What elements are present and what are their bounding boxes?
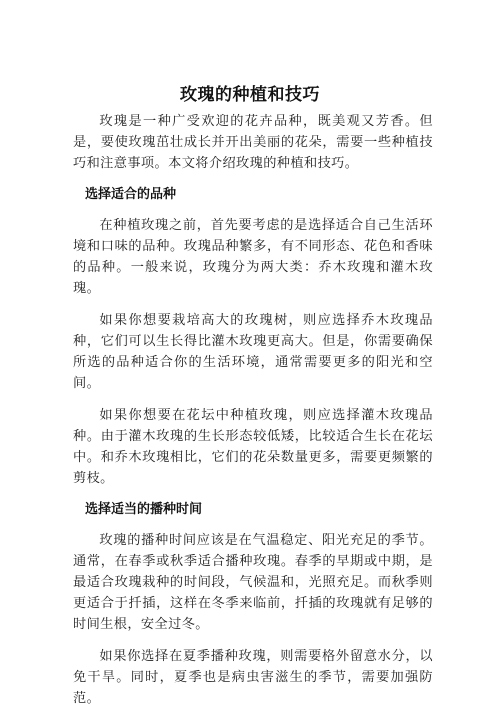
sowing-paragraph-1: 玫瑰的播种时间应该是在气温稳定、阳光充足的季节。通常，在春季或秋季适合播种玫瑰。春季的早期或中期，是最适合玫瑰栽种的时间段，气候温和，光照充足。而秋季则更适合于扦插，这样在冬季来临前，扦插的玫瑰就有足够的时间生根，安全过冬。 <box>73 533 433 632</box>
article-body <box>73 111 433 720</box>
intro-paragraph: 玫瑰是一种广受欢迎的花卉品种，既美观又芳香。但是，要使玫瑰茁壮成长并开出美丽的花朵，需要一些种植技巧和注意事项。本文将介绍玫瑰的种植和技巧。 <box>73 114 433 171</box>
variety-paragraph-3: 如果你想要在花坛中种植玫瑰，则应选择灌木玫瑰品种。由于灌木玫瑰的生长形态较低矮，比较适合生长在花坛中。和乔木玫瑰相比，它们的花朵数量更多，需要更频繁的剪枝。 <box>73 408 433 486</box>
variety-paragraph-1: 在种植玫瑰之前，首先要考虑的是选择适合自己生活环境和口味的品种。玫瑰品种繁多，有不同形态、花色和香味的品种。一般来说，玫瑰分为两大类：乔木玫瑰和灌木玫瑰。 <box>73 218 433 296</box>
variety-paragraph-2: 如果你想要栽培高大的玫瑰树，则应选择乔木玫瑰品种，它们可以生长得比灌木玫瑰更高大。但是，你需要确保所选的品种适合你的生活环境，通常需要更多的阳光和空间。 <box>73 313 433 391</box>
article-title: 玫瑰的种植和技巧 <box>180 85 320 105</box>
section-heading-sowing-time: 选择适当的播种时间 <box>85 502 203 517</box>
sowing-paragraph-2: 如果你选择在夏季播种玫瑰，则需要格外留意水分，以免干旱。同时，夏季也是病虫害滋生的季节，需要加强防范。 <box>73 649 433 706</box>
section-heading-variety: 选择适合的品种 <box>85 187 177 202</box>
